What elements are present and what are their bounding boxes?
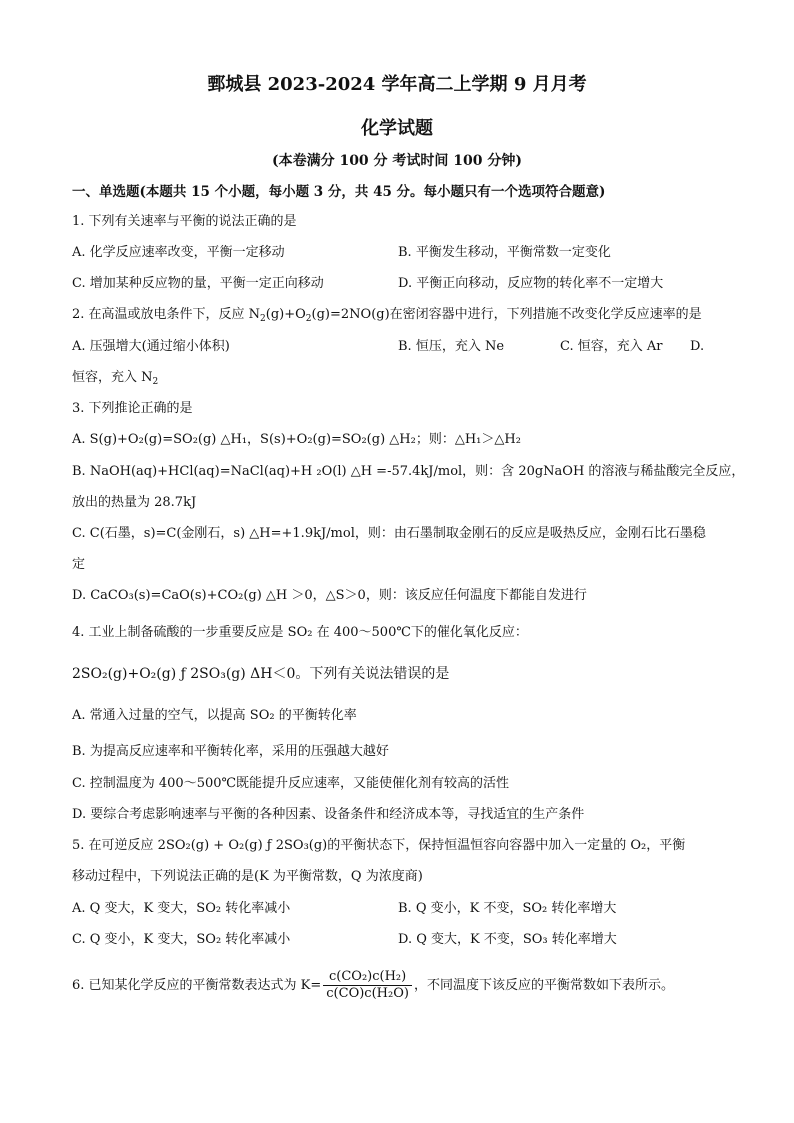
q2-option-d: D. <box>690 339 705 354</box>
subscript: 2 <box>305 314 312 324</box>
q2-option-c: C. 恒容，充入 Ar <box>560 339 663 354</box>
q3-option-b-line1: B. NaOH(aq)+HCl(aq)=NaCl(aq)+H ₂O(l) △H =-57.4kJ/mol，则：含 20gNaOH 的溶液与稀盐酸完全反应， <box>72 464 745 479</box>
section-heading: 一、单选题(本题共 15 个小题，每小题 3 分，共 45 分。每小题只有一个选项符合题意) <box>72 184 606 200</box>
q1-stem: 1. 下列有关速率与平衡的说法正确的是 <box>72 214 297 229</box>
q2-option-d-text: 恒容，充入 N <box>72 370 153 385</box>
q5-stem-line1: 5. 在可逆反应 2SO₂(g) + O₂(g) ƒ 2SO₃(g)的平衡状态下，保持恒温恒容向容器中加入一定量的 O₂，平衡 <box>72 838 686 853</box>
q5-option-d: D. Q 变大，K 不变，SO₃ 转化率增大 <box>398 932 617 947</box>
q5-option-b: B. Q 变小，K 不变，SO₂ 转化率增大 <box>398 901 617 916</box>
q4-option-a: A. 常通入过量的空气，以提高 SO₂ 的平衡转化率 <box>72 708 357 723</box>
q3-option-b-line2: 放出的热量为 28.7kJ <box>72 495 197 510</box>
q3-option-c-line1: C. C(石墨，s)=C(金刚石，s) △H=+1.9kJ/mol，则：由石墨制取金刚石的反应是吸热反应，金刚石比石墨稳 <box>72 526 706 541</box>
equilibrium-constant-fraction <box>323 969 412 1002</box>
q2-stem <box>72 306 702 324</box>
q6-stem-pre: 6. 已知某化学反应的平衡常数表达式为 K= <box>72 978 322 993</box>
q4-equation: 2SO₂(g)+O₂(g) ƒ 2SO₃(g) ΔH＜0。下列有关说法错误的是 <box>72 666 450 682</box>
q2-option-a: A. 压强增大(通过缩小体积) <box>72 339 230 354</box>
subscript: 2 <box>260 314 266 324</box>
q3-option-c-line2: 定 <box>72 557 86 572</box>
q5-stem-line2: 移动过程中，下列说法正确的是(K 为平衡常数，Q 为浓度商) <box>72 869 423 884</box>
q1-option-d: D. 平衡正向移动，反应物的转化率不一定增大 <box>398 276 664 291</box>
fraction-denominator: c(CO)c(H₂O) <box>326 986 409 1001</box>
q6-stem <box>72 966 674 1006</box>
exam-info: (本卷满分 100 分 考试时间 100 分钟) <box>271 153 523 169</box>
q1-option-b: B. 平衡发生移动，平衡常数一定变化 <box>398 245 611 260</box>
q4-stem: 4. 工业上制备硫酸的一步重要反应是 SO₂ 在 400～500℃下的催化氧化反应： <box>72 625 528 640</box>
q6-stem-post: ，不同温度下该反应的平衡常数如下表所示。 <box>413 978 674 993</box>
q2-option-d-cont <box>72 369 158 387</box>
q5-option-a: A. Q 变大，K 变大，SO₂ 转化率减小 <box>72 901 291 916</box>
q4-option-d: D. 要综合考虑影响速率与平衡的各种因素、设备条件和经济成本等，寻找适宜的生产条件 <box>72 807 585 822</box>
q2-stem-pre: 2. 在高温或放电条件下，反应 N <box>72 307 261 322</box>
q1-option-c: C. 增加某种反应物的量，平衡一定正向移动 <box>72 276 324 291</box>
q5-option-c: C. Q 变小，K 变大，SO₂ 转化率减小 <box>72 932 291 947</box>
q4-option-c: C. 控制温度为 400～500℃既能提升反应速率，又能使催化剂有较高的活性 <box>72 776 510 791</box>
fraction-numerator: c(CO₂)c(H₂) <box>323 969 412 986</box>
subject-title: 化学试题 <box>361 118 433 139</box>
exam-title: 鄄城县 2023-2024 学年高二上学期 9 月月考 <box>207 74 587 95</box>
q1-option-a: A. 化学反应速率改变，平衡一定移动 <box>72 245 285 260</box>
q3-option-d: D. CaCO₃(s)=CaO(s)+CO₂(g) △H ＞0，△S＞0，则：该反应任何温度下都能自发进行 <box>72 588 587 603</box>
q3-stem: 3. 下列推论正确的是 <box>72 401 193 416</box>
q3-option-a: A. S(g)+O₂(g)=SO₂(g) △H₁，S(s)+O₂(g)=SO₂(g) △H₂；则：△H₁＞△H₂ <box>72 432 521 447</box>
q2-option-b: B. 恒压，充入 Ne <box>398 339 505 354</box>
q2-stem-mid1: (g)+O <box>265 307 306 322</box>
q4-option-b: B. 为提高反应速率和平衡转化率，采用的压强越大越好 <box>72 744 389 759</box>
q2-stem-mid2: (g)=2NO(g)在密闭容器中进行，下列措施不改变化学反应速率的是 <box>311 307 702 322</box>
subscript: 2 <box>152 377 159 387</box>
